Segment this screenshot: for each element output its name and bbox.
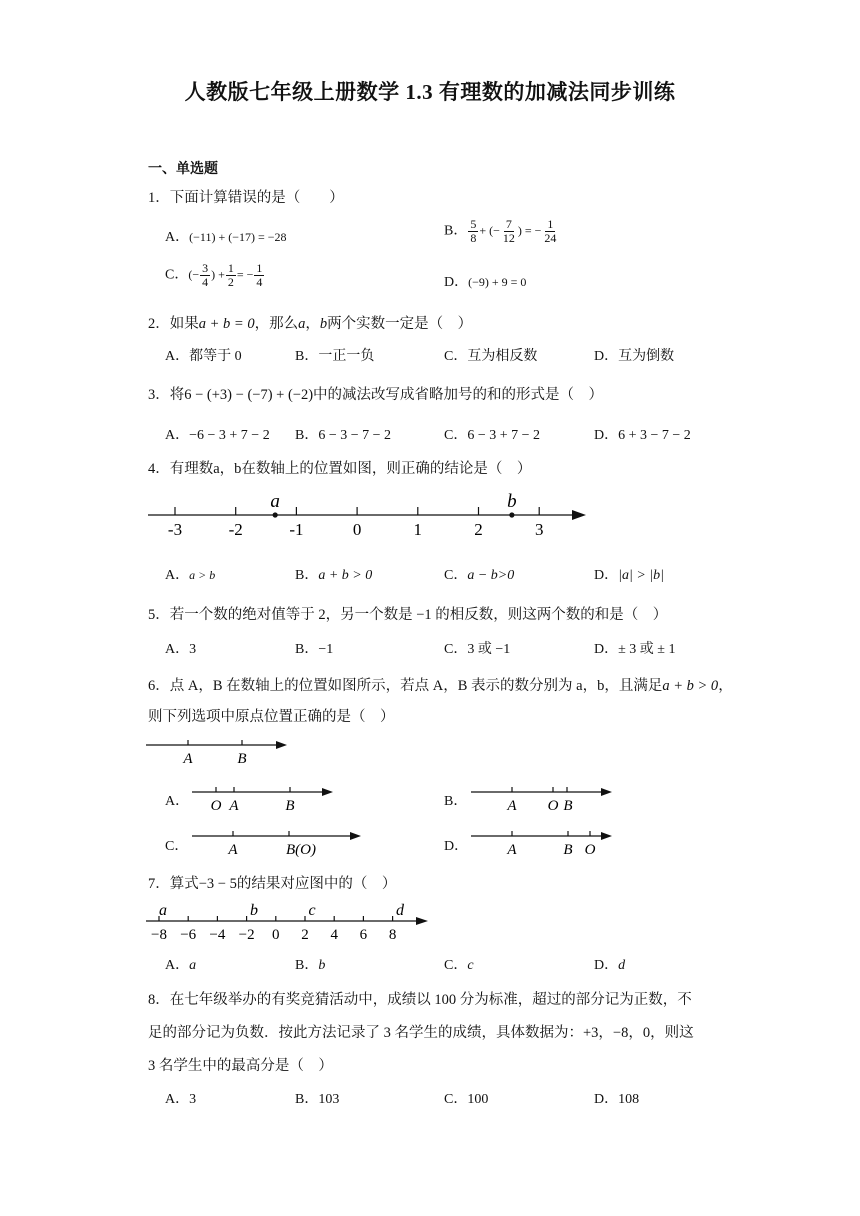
- q4-number-line: [140, 488, 600, 544]
- q1-option-b[interactable]: B． $\frac{5}{8}$ + (− $\frac{7}{12}$ ) = − $\frac{1}{24}$: [444, 217, 557, 245]
- axis-arrow: [322, 788, 333, 796]
- q6-main-number-line: [140, 735, 300, 769]
- q2-option-d[interactable]: D．互为倒数: [594, 349, 675, 364]
- q5-option-a[interactable]: A．3: [165, 642, 197, 657]
- tick-label: −4: [209, 927, 226, 943]
- q1-option-a[interactable]: [165, 226, 287, 246]
- question-8-stem-line3: 3 名学生中的最高分是（ ）: [148, 1058, 333, 1074]
- question-7-stem: 7．算式−3 − 5的结果对应图中的（ ）: [148, 876, 397, 892]
- axis-arrow: [601, 832, 612, 840]
- q3-option-c[interactable]: C．6 − 3 + 7 − 2: [444, 428, 541, 443]
- page-title: 人教版七年级上册数学 1.3 有理数的加减法同步训练: [184, 80, 676, 104]
- point-b-label: b: [250, 902, 258, 919]
- tick-label: -3: [167, 520, 183, 539]
- q8-option-c[interactable]: C．100: [444, 1092, 489, 1107]
- point-a-label: A: [507, 842, 517, 858]
- q3-option-b[interactable]: B．6 − 3 − 7 − 2: [295, 428, 392, 443]
- origin-label: O: [547, 798, 559, 814]
- q6-option-a-label[interactable]: A．: [165, 794, 190, 809]
- point-c-label: c: [308, 902, 316, 919]
- axis-ticks: [168, 507, 544, 539]
- option-label: A．: [165, 230, 190, 245]
- q7-option-c[interactable]: C．c: [444, 958, 474, 973]
- question-3-stem: 3．将6 − (+3) − (−7) + (−2)中的减法改写成省略加号的和的形式是（ ）: [148, 387, 604, 403]
- tick-label: 3: [534, 520, 544, 539]
- q1-option-d[interactable]: [444, 271, 526, 291]
- q6-option-d-label[interactable]: D．: [444, 839, 469, 854]
- tick-label: 1: [413, 520, 423, 539]
- axis-arrow: [350, 832, 361, 840]
- origin-label: O: [210, 798, 222, 814]
- q5-option-b[interactable]: B．−1: [295, 642, 334, 657]
- q5-option-c[interactable]: C．3 或 −1: [444, 642, 511, 657]
- q6-option-b-label[interactable]: B．: [444, 794, 468, 809]
- tick-label: −6: [180, 927, 197, 943]
- point-a-label: a: [270, 491, 280, 512]
- point-b-label: B: [563, 798, 573, 814]
- question-6-stem-line2: 则下列选项中原点位置正确的是（ ）: [148, 709, 395, 725]
- question-1-stem: 1．下面计算错误的是（ ）: [148, 190, 344, 206]
- point-b-origin-label: B(O): [286, 842, 316, 858]
- axis-arrow: [572, 510, 586, 520]
- point-a-label: A: [228, 842, 238, 858]
- q7-option-b[interactable]: B．b: [295, 958, 326, 973]
- fraction: $\frac{3}{4}$: [202, 261, 209, 289]
- q2-option-a[interactable]: A．都等于 0: [165, 349, 242, 364]
- q6-option-c-label[interactable]: C．: [165, 839, 189, 854]
- q7-number-line: [140, 900, 440, 944]
- point-b-label: B: [237, 751, 247, 767]
- point-a-label: A: [183, 751, 193, 767]
- q5-option-d[interactable]: D．± 3 或 ± 1: [594, 642, 676, 657]
- q7-option-a[interactable]: A．a: [165, 958, 197, 973]
- tick-label: −8: [151, 927, 167, 943]
- point-a-dot: [273, 512, 278, 517]
- fraction: $\frac{1}{4}$: [256, 261, 263, 289]
- question-4-stem: 4．有理数a，b在数轴上的位置如图，则正确的结论是（ ）: [148, 461, 532, 477]
- q8-option-a[interactable]: A．3: [165, 1092, 197, 1107]
- q8-option-d[interactable]: D．108: [594, 1092, 640, 1107]
- fraction: $\frac{1}{2}$: [227, 261, 234, 289]
- q4-option-d[interactable]: D．|a| > |b|: [594, 568, 664, 583]
- point-d-label: d: [396, 902, 404, 919]
- tick-label: 0: [272, 927, 280, 943]
- tick-label: 2: [301, 927, 309, 943]
- tick-label: −2: [238, 927, 255, 943]
- q2-option-c[interactable]: C．互为相反数: [444, 349, 538, 364]
- tick-label: 4: [330, 927, 338, 943]
- axis-ticks: [151, 916, 396, 943]
- q6-option-c-number-line[interactable]: [186, 826, 366, 860]
- q4-option-c[interactable]: C．a − b>0: [444, 568, 515, 583]
- fraction: $\frac{7}{12}$: [502, 217, 515, 245]
- section-heading: 一、单选题: [148, 162, 218, 177]
- question-6-stem-line1: 6．点 A，B 在数轴上的位置如图所示，若点 A，B 表示的数分别为 a，b，且满足a + b > 0，: [148, 678, 733, 694]
- tick-label: 0: [352, 520, 362, 539]
- q1-a-expression: (−11) + (−17) = −28: [189, 230, 287, 244]
- tick-label: 2: [474, 520, 483, 539]
- tick-label: -1: [289, 520, 304, 539]
- point-a-label: A: [229, 798, 239, 814]
- q2-option-b[interactable]: B．一正一负: [295, 349, 375, 364]
- q6-option-a-number-line[interactable]: [186, 782, 346, 816]
- q1-option-c[interactable]: C．(− $\frac{3}{4}$ ) + $\frac{1}{2}$ = − $\frac{1}{4}$: [165, 261, 263, 289]
- point-b-label: B: [563, 842, 573, 858]
- tick-label: 8: [388, 927, 397, 943]
- point-a-label: A: [507, 798, 517, 814]
- q3-option-a[interactable]: A．−6 − 3 + 7 − 2: [165, 428, 270, 443]
- axis-arrow: [416, 917, 428, 925]
- q4-option-a[interactable]: A．a > b: [165, 568, 216, 583]
- option-label: B．: [444, 223, 468, 239]
- question-8-stem-line1: 8．在七年级举办的有奖竞猜活动中，成绩以 100 分为标准，超过的部分记为正数，不: [148, 992, 692, 1008]
- q8-option-b[interactable]: B．103: [295, 1092, 340, 1107]
- question-8-stem-line2: 足的部分记为负数．按此方法记录了 3 名学生的成绩，具体数据为：+3，−8，0，则这: [148, 1025, 694, 1041]
- question-2-stem: 2．如果a + b = 0，那么a，b两个实数一定是（ ）: [148, 316, 473, 332]
- point-b-label: b: [507, 491, 517, 512]
- q3-option-d[interactable]: D．6 + 3 − 7 − 2: [594, 428, 691, 443]
- q1-d-expression: (−9) + 9 = 0: [468, 275, 527, 289]
- point-b-label: B: [285, 798, 295, 814]
- question-5-stem: 5．若一个数的绝对值等于 2，另一个数是 −1 的相反数，则这两个数的和是（ ）: [148, 607, 668, 623]
- q4-option-b[interactable]: B．a + b > 0: [295, 568, 373, 583]
- axis-arrow: [601, 788, 612, 796]
- tick-label: -2: [228, 520, 243, 539]
- fraction: $\frac{1}{24}$: [544, 217, 557, 245]
- q7-option-d[interactable]: D．d: [594, 958, 626, 973]
- point-b-dot: [509, 512, 514, 517]
- option-label: D．: [444, 275, 469, 290]
- axis-arrow: [276, 741, 287, 749]
- option-label: C．: [165, 267, 189, 283]
- tick-label: 6: [359, 927, 368, 943]
- q6-option-b-number-line[interactable]: [465, 782, 625, 816]
- q6-option-d-number-line[interactable]: [465, 826, 625, 860]
- point-a-label: a: [159, 902, 167, 919]
- origin-label: O: [584, 842, 596, 858]
- fraction: $\frac{5}{8}$: [470, 217, 477, 245]
